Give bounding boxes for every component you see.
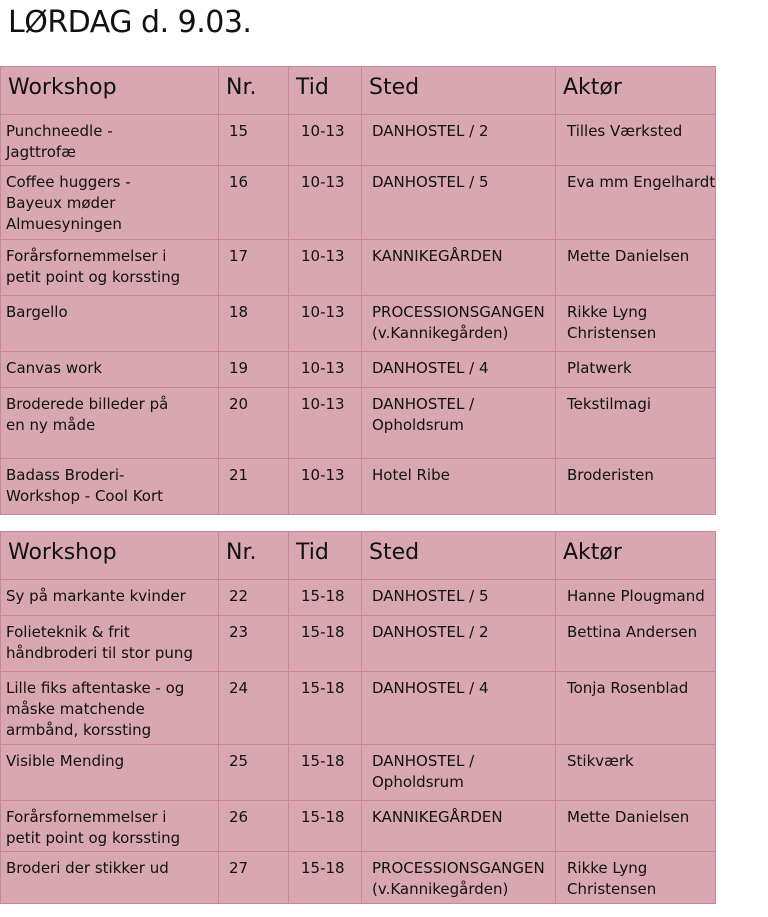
workshop-table-afternoon xyxy=(0,531,716,904)
table-header-row xyxy=(1,532,716,580)
cell-sted: DANHOSTEL / 5 xyxy=(362,580,556,616)
cell-tid: 15-18 xyxy=(289,801,362,852)
cell-workshop: Folieteknik & frit håndbroderi til stor pung xyxy=(1,616,219,672)
cell-nr: 15 xyxy=(219,115,289,166)
cell-tid: 10-13 xyxy=(289,459,362,515)
cell-nr: 19 xyxy=(219,352,289,388)
cell-workshop: Bargello xyxy=(1,296,219,352)
cell-aktor: Broderisten xyxy=(556,459,716,515)
table-row xyxy=(1,240,716,296)
cell-nr: 26 xyxy=(219,801,289,852)
cell-sted: DANHOSTEL / 5 xyxy=(362,166,556,240)
cell-tid: 15-18 xyxy=(289,672,362,745)
table-row xyxy=(1,388,716,459)
cell-nr: 16 xyxy=(219,166,289,240)
cell-aktor: Rikke Lyng Christensen xyxy=(556,852,716,904)
header-workshop: Workshop xyxy=(1,532,219,580)
header-sted: Sted xyxy=(362,67,556,115)
cell-nr: 22 xyxy=(219,580,289,616)
cell-aktor: Platwerk xyxy=(556,352,716,388)
cell-aktor: Eva mm Engelhardt xyxy=(556,166,716,240)
cell-workshop: Broderede billeder på en ny måde xyxy=(1,388,219,459)
cell-nr: 21 xyxy=(219,459,289,515)
cell-sted: PROCESSIONSGANGEN (v.Kannikegården) xyxy=(362,296,556,352)
header-aktor: Aktør xyxy=(556,67,716,115)
cell-aktor: Hanne Plougmand xyxy=(556,580,716,616)
table-row xyxy=(1,801,716,852)
table-header-row xyxy=(1,67,716,115)
cell-tid: 10-13 xyxy=(289,388,362,459)
cell-workshop: Visible Mending xyxy=(1,745,219,801)
cell-tid: 10-13 xyxy=(289,115,362,166)
header-nr: Nr. xyxy=(219,532,289,580)
cell-sted: DANHOSTEL / 4 xyxy=(362,352,556,388)
table-row xyxy=(1,115,716,166)
cell-workshop: Lille fiks aftentaske - og måske matchende armbånd, korssting xyxy=(1,672,219,745)
cell-sted: DANHOSTEL / Opholdsrum xyxy=(362,745,556,801)
table-row xyxy=(1,672,716,745)
cell-nr: 23 xyxy=(219,616,289,672)
cell-workshop: Badass Broderi- Workshop - Cool Kort xyxy=(1,459,219,515)
table-row xyxy=(1,296,716,352)
cell-sted: Hotel Ribe xyxy=(362,459,556,515)
cell-workshop: Sy på markante kvinder xyxy=(1,580,219,616)
cell-aktor: Tilles Værksted xyxy=(556,115,716,166)
header-tid: Tid xyxy=(289,67,362,115)
cell-nr: 24 xyxy=(219,672,289,745)
table-row xyxy=(1,616,716,672)
table-row xyxy=(1,852,716,904)
cell-aktor: Stikværk xyxy=(556,745,716,801)
cell-nr: 17 xyxy=(219,240,289,296)
cell-tid: 10-13 xyxy=(289,240,362,296)
cell-workshop: Canvas work xyxy=(1,352,219,388)
cell-tid: 15-18 xyxy=(289,580,362,616)
cell-sted: DANHOSTEL / 2 xyxy=(362,115,556,166)
cell-workshop: Broderi der stikker ud xyxy=(1,852,219,904)
cell-sted: DANHOSTEL / Opholdsrum xyxy=(362,388,556,459)
cell-workshop: Coffee huggers - Bayeux møder Almuesyningen xyxy=(1,166,219,240)
cell-nr: 27 xyxy=(219,852,289,904)
table-row xyxy=(1,352,716,388)
cell-tid: 15-18 xyxy=(289,616,362,672)
cell-workshop: Forårsfornemmelser i petit point og korssting xyxy=(1,240,219,296)
header-sted: Sted xyxy=(362,532,556,580)
cell-sted: DANHOSTEL / 4 xyxy=(362,672,556,745)
cell-nr: 18 xyxy=(219,296,289,352)
cell-tid: 10-13 xyxy=(289,296,362,352)
workshop-table-morning xyxy=(0,66,716,515)
header-nr: Nr. xyxy=(219,67,289,115)
cell-workshop: Punchneedle - Jagttrofæ xyxy=(1,115,219,166)
cell-aktor: Mette Danielsen xyxy=(556,240,716,296)
cell-aktor: Mette Danielsen xyxy=(556,801,716,852)
cell-sted: DANHOSTEL / 2 xyxy=(362,616,556,672)
table-row xyxy=(1,580,716,616)
header-aktor: Aktør xyxy=(556,532,716,580)
cell-workshop: Forårsfornemmelser i petit point og korssting xyxy=(1,801,219,852)
cell-aktor: Rikke Lyng Christensen xyxy=(556,296,716,352)
cell-aktor: Tekstilmagi xyxy=(556,388,716,459)
header-workshop: Workshop xyxy=(1,67,219,115)
cell-sted: KANNIKEGÅRDEN xyxy=(362,801,556,852)
cell-nr: 25 xyxy=(219,745,289,801)
cell-aktor: Bettina Andersen xyxy=(556,616,716,672)
cell-aktor: Tonja Rosenblad xyxy=(556,672,716,745)
cell-sted: PROCESSIONSGANGEN (v.Kannikegården) xyxy=(362,852,556,904)
table-row xyxy=(1,166,716,240)
cell-sted: KANNIKEGÅRDEN xyxy=(362,240,556,296)
cell-tid: 10-13 xyxy=(289,166,362,240)
table-row xyxy=(1,459,716,515)
header-tid: Tid xyxy=(289,532,362,580)
cell-tid: 10-13 xyxy=(289,352,362,388)
cell-nr: 20 xyxy=(219,388,289,459)
table-row xyxy=(1,745,716,801)
cell-tid: 15-18 xyxy=(289,852,362,904)
page-title: LØRDAG d. 9.03. xyxy=(8,5,252,40)
cell-tid: 15-18 xyxy=(289,745,362,801)
